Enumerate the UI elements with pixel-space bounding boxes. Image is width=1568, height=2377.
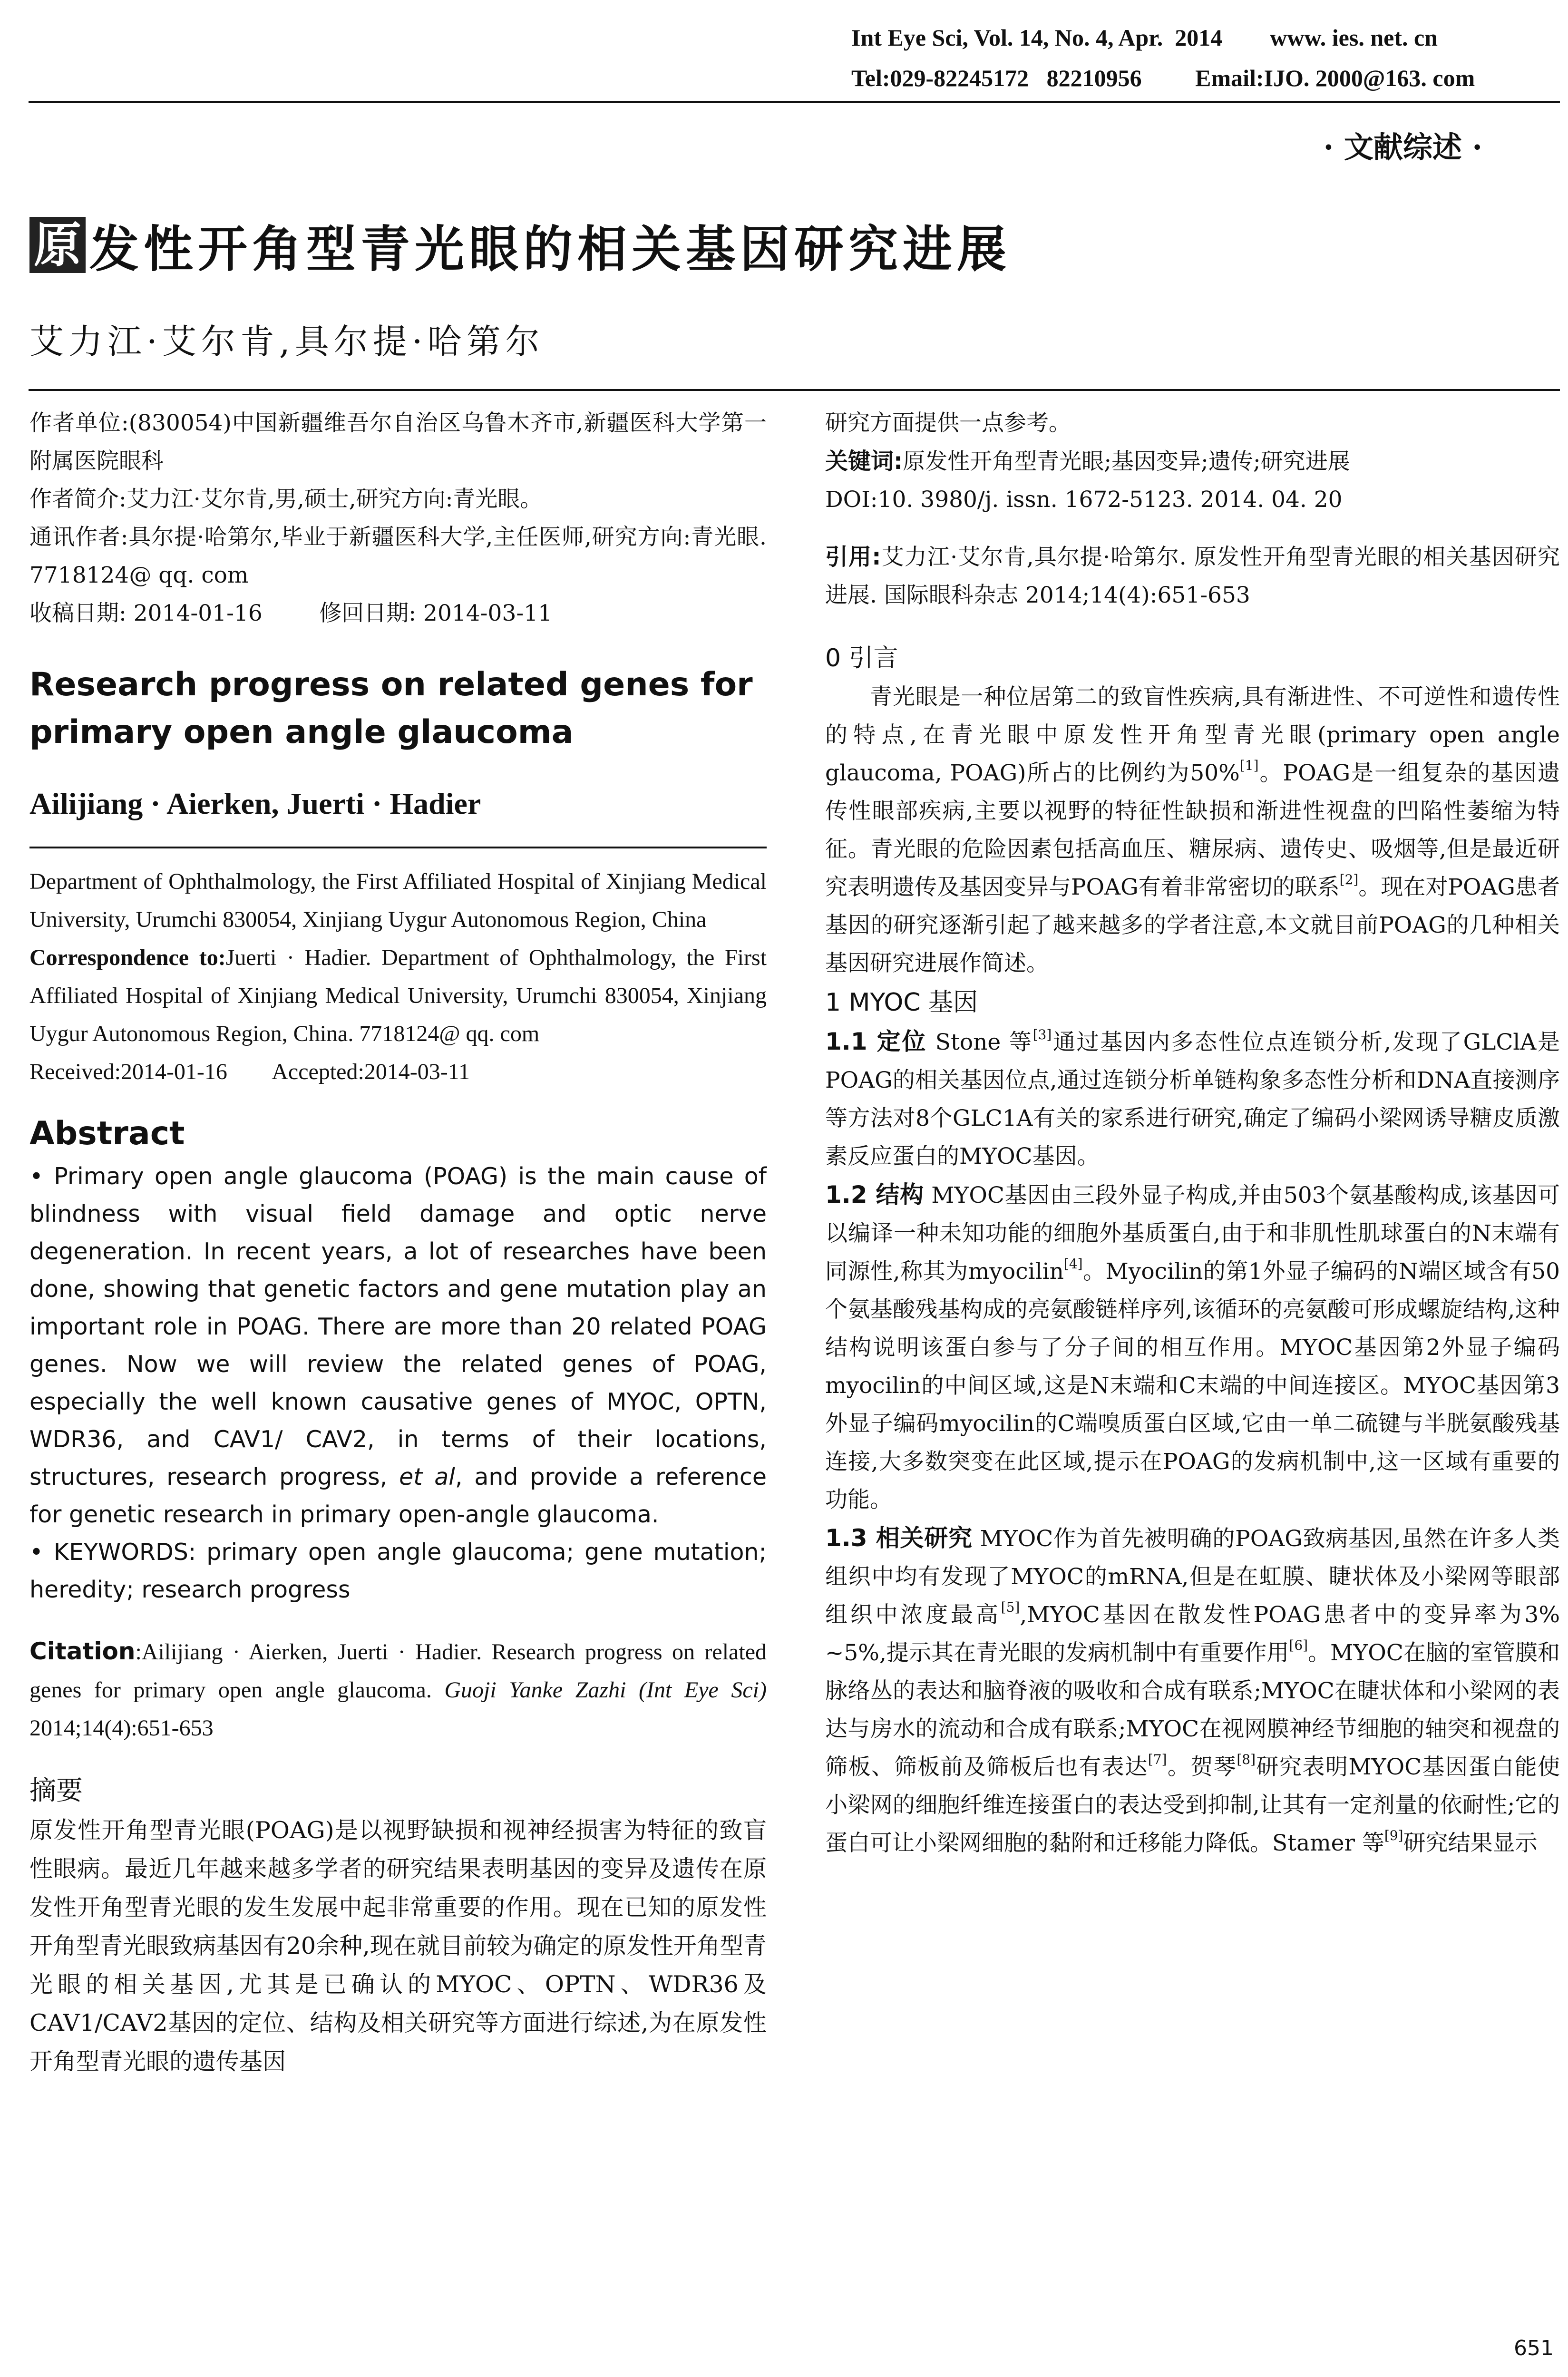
cn-abstract-body: 原发性开角型青光眼(POAG)是以视野缺损和视神经损害为特征的致盲性眼病。最近几年越来越多学者的研究结果表明基因的变异及遗传在原发性开角型青光眼的发生发展中起非常重要的作用。现在已知的原发性开角型青光眼致病基因有20余种,现在就目前较为确定的原发性开角型青光眼的相关基因,尤其是已确认的MYOC、OPTN、WDR36及CAV1/CAV2基因的定位、结构及相关研究等方面进行综述,为在原发性开角型青光眼的遗传基因 bbox=[29, 1817, 767, 2075]
s12-text-a: MYOC基因由三段外显子构成,并由503个氨基酸构成,该基因可以编译一种未知功能的细胞外基质蛋白,由于和非肌性肌球蛋白的N末端有同源性,称其为myocilin bbox=[825, 1182, 1560, 1285]
section-1-3 bbox=[825, 1519, 1560, 1862]
cn-abstract-title: 摘要 bbox=[29, 1775, 83, 1806]
s13-text-e: 研究表明MYOC基因蛋白能使小梁网的细胞纤维连接蛋白的表达受到抑制,让其有一定剂量的依耐性;它的蛋白可让小梁网细胞的黏附和迁移能力降低。Stamer 等 bbox=[825, 1754, 1560, 1856]
citation-cn bbox=[825, 538, 1560, 614]
s11-text-b: 通过基因内多态性位点连锁分析,发现了GLClA是POAG的相关基因位点,通过连锁分析单链构象多态性分析和DNA直接测序等方法对8个GLC1A有关的家系进行研究,确定了编码小梁网诱导糖皮质激素反应蛋白的MYOC基因。 bbox=[825, 1029, 1560, 1169]
section-1-heading: 1 MYOC 基因 bbox=[825, 988, 978, 1017]
ref-7: [7] bbox=[1148, 1752, 1167, 1767]
journal-contact-info: Tel:029-82245172 82210956 Email:IJO. 2000@163. com bbox=[851, 65, 1475, 91]
right-column bbox=[825, 404, 1560, 1862]
keywords-cn bbox=[825, 442, 1560, 481]
corresponding-author: 通讯作者:具尔提·哈第尔,毕业于新疆医科大学,主任医师,研究方向:青光眼. 7718124@ qq. com bbox=[29, 524, 767, 588]
section-1-2 bbox=[825, 1176, 1560, 1519]
s13-text-a: MYOC作为首先被明确的POAG致病基因,虽然在许多人类组织中均有发现了MYOC的mRNA,但是在虹膜、睫状体及小梁网等眼部组织中浓度最高 bbox=[825, 1526, 1560, 1628]
ref-4: [4] bbox=[1063, 1256, 1083, 1272]
citation-cn-label: 引用: bbox=[825, 544, 881, 570]
intro-text-c: 。现在对POAG患者基因的研究逐渐引起了越来越多的学者注意,本文就目前POAG的几种相关基因研究进展作简述。 bbox=[825, 874, 1560, 976]
abstract-body bbox=[29, 1158, 767, 1533]
correspondence-label: Correspondence to: bbox=[29, 945, 226, 970]
citation-end: 2014;14(4):651-653 bbox=[29, 1715, 214, 1741]
s11-text-a: Stone 等 bbox=[927, 1029, 1033, 1055]
intro-text-a: 青光眼是一种位居第二的致盲性疾病,具有渐进性、不可逆性和遗传性的特点,在青光眼中原发性开角型青光眼(primary open angle glaucoma, POAG)所占的比例约为50% bbox=[825, 684, 1560, 786]
keywords-en: • KEYWORDS: primary open angle glaucoma; gene mutation; heredity; research progress bbox=[29, 1539, 767, 1603]
title-row bbox=[29, 209, 1011, 281]
english-authors: Ailijiang · Aierken, Juerti · Hadier bbox=[29, 787, 481, 820]
author-bio: 作者简介:艾力江·艾尔肯,男,硕士,研究方向:青光眼。 bbox=[29, 486, 543, 512]
ref-1: [1] bbox=[1239, 758, 1259, 773]
keywords-cn-text: 原发性开角型青光眼;基因变异;遗传;研究进展 bbox=[903, 448, 1350, 475]
author-rule bbox=[29, 847, 767, 848]
abstract-title: Abstract bbox=[29, 1115, 185, 1152]
correspondence-text: Juerti · Hadier. Department of Ophthalmology, the First Affiliated Hospital of Xinjiang Medical University, Urumchi 830054, Xinjiang Uygur Autonomous Region, China. 7718124@ qq. com bbox=[29, 945, 767, 1046]
s13-text-d: 。贺琴 bbox=[1167, 1754, 1237, 1780]
page-title: 发性开角型青光眼的相关基因研究进展 bbox=[89, 220, 1012, 278]
s12-text-b: 。Myocilin的第1外显子编码的N端区域含有50个氨基酸残基构成的亮氨酸链样序列,该循环的亮氨酸可形成螺旋结构,这种结构说明该蛋白参与了分子间的相互作用。MYOC基因第2外显子编码myocilin的中间区域,这是N末端和C末端的中间连接区。MYOC基因第3外显子编码myocilin的C端嗅质蛋白区域,它由一单二硫键与半胱氨酸残基连接,大多数突变在此区域,提示在POAG的发病机制中,这一区域有重要的功能。 bbox=[825, 1258, 1560, 1513]
section-1-2-label: 1.2 结构 bbox=[825, 1181, 924, 1208]
section-1-1-label: 1.1 定位 bbox=[825, 1028, 927, 1055]
s13-text-f: 研究结果显示 bbox=[1403, 1830, 1538, 1856]
title-rule bbox=[29, 389, 1560, 391]
received-accepted: Received:2014-01-16 Accepted:2014-03-11 bbox=[29, 1059, 470, 1084]
title-initial: 原 bbox=[29, 217, 86, 273]
abstract-text: • Primary open angle glaucoma (POAG) is the main cause of blindness with visual field damage and optic nerve degeneration. In recent years, a lot of researches have been done, showing that genetic factors and gene mutation play an important role in POAG. There are more than 20 related POAG genes. Now we will review the related genes of POAG, especially the well known causative genes of MYOC, OPTN, WDR36, and CAV1/ CAV2, in terms of their locations, structures, research progress, bbox=[29, 1163, 767, 1490]
ref-3: [3] bbox=[1032, 1027, 1052, 1042]
citation-en bbox=[29, 1632, 767, 1747]
dates-cn: 收稿日期: 2014-01-16 修回日期: 2014-03-11 bbox=[29, 600, 553, 626]
cn-abstract-continued: 研究方面提供一点参考。 bbox=[825, 410, 1071, 436]
citation-journal: Guoji Yanke Zazhi (Int Eye Sci) bbox=[444, 1677, 767, 1703]
citation-text: :Ailijiang · Aierken, Juerti · Hadier. Research progress on related genes for primary open angle glaucoma. bbox=[29, 1639, 767, 1703]
citation-label: Citation bbox=[29, 1637, 136, 1665]
header-rule bbox=[29, 101, 1560, 103]
journal-header-info: Int Eye Sci, Vol. 14, No. 4, Apr. 2014 www. ies. net. cn bbox=[851, 24, 1438, 51]
ref-9: [9] bbox=[1384, 1828, 1403, 1843]
ref-8: [8] bbox=[1237, 1752, 1256, 1767]
s13-text-b: ,MYOC基因在散发性POAG患者中的变异率为3% ~5%,提示其在青光眼的发病机制中有重要作用 bbox=[825, 1602, 1560, 1666]
s13-text-c: 。MYOC在脑的室管膜和脉络丛的表达和脑脊液的吸收和合成有联系;MYOC在睫状体和小梁网的表达与房水的流动和合成有联系;MYOC在视网膜神经节细胞的轴突和视盘的筛板、筛板前及筛板后也有表达 bbox=[825, 1640, 1560, 1780]
section-0-heading: 0 引言 bbox=[825, 644, 898, 672]
citation-cn-text: 艾力江·艾尔肯,具尔提·哈第尔. 原发性开角型青光眼的相关基因研究进展. 国际眼科杂志 2014;14(4):651-653 bbox=[825, 544, 1560, 608]
section-1-1 bbox=[825, 1023, 1560, 1176]
ref-2: [2] bbox=[1339, 872, 1359, 887]
intro-text-b: 。POAG是一组复杂的基因遗传性眼部疾病,主要以视野的特征性缺损和渐进性视盘的凹陷性萎缩为特征。青光眼的危险因素包括高血压、糖尿病、遗传史、吸烟等,但是最近研究表明遗传及基因变异与POAG有着非常密切的联系 bbox=[825, 760, 1560, 900]
authors-cn: 艾力江·艾尔肯,具尔提·哈第尔 bbox=[29, 321, 545, 361]
section-0-body bbox=[825, 678, 1560, 983]
left-column bbox=[29, 404, 767, 2081]
keywords-cn-label: 关键词: bbox=[825, 448, 903, 475]
english-title: Research progress on related genes for primary open angle glaucoma bbox=[29, 666, 753, 751]
abstract-text-end: , and provide a reference for genetic research in primary open-angle glaucoma. bbox=[29, 1463, 767, 1528]
section-1-3-label: 1.3 相关研究 bbox=[825, 1524, 973, 1552]
correspondence bbox=[29, 939, 767, 1053]
doi: DOI:10. 3980/j. issn. 1672-5123. 2014. 04. 20 bbox=[825, 487, 1343, 513]
ref-5: [5] bbox=[1001, 1599, 1020, 1615]
ref-6: [6] bbox=[1289, 1637, 1308, 1653]
section-tag: · 文献综述 · bbox=[1323, 130, 1482, 165]
department: Department of Ophthalmology, the First Affiliated Hospital of Xinjiang Medical University, Urumchi 830054, Xinjiang Uygur Autonomous Region, China bbox=[29, 869, 767, 932]
abstract-etal: et al bbox=[399, 1463, 455, 1490]
page-number: 651 bbox=[1514, 2336, 1554, 2360]
affiliation: 作者单位:(830054)中国新疆维吾尔自治区乌鲁木齐市,新疆医科大学第一附属医院眼科 bbox=[29, 410, 767, 474]
